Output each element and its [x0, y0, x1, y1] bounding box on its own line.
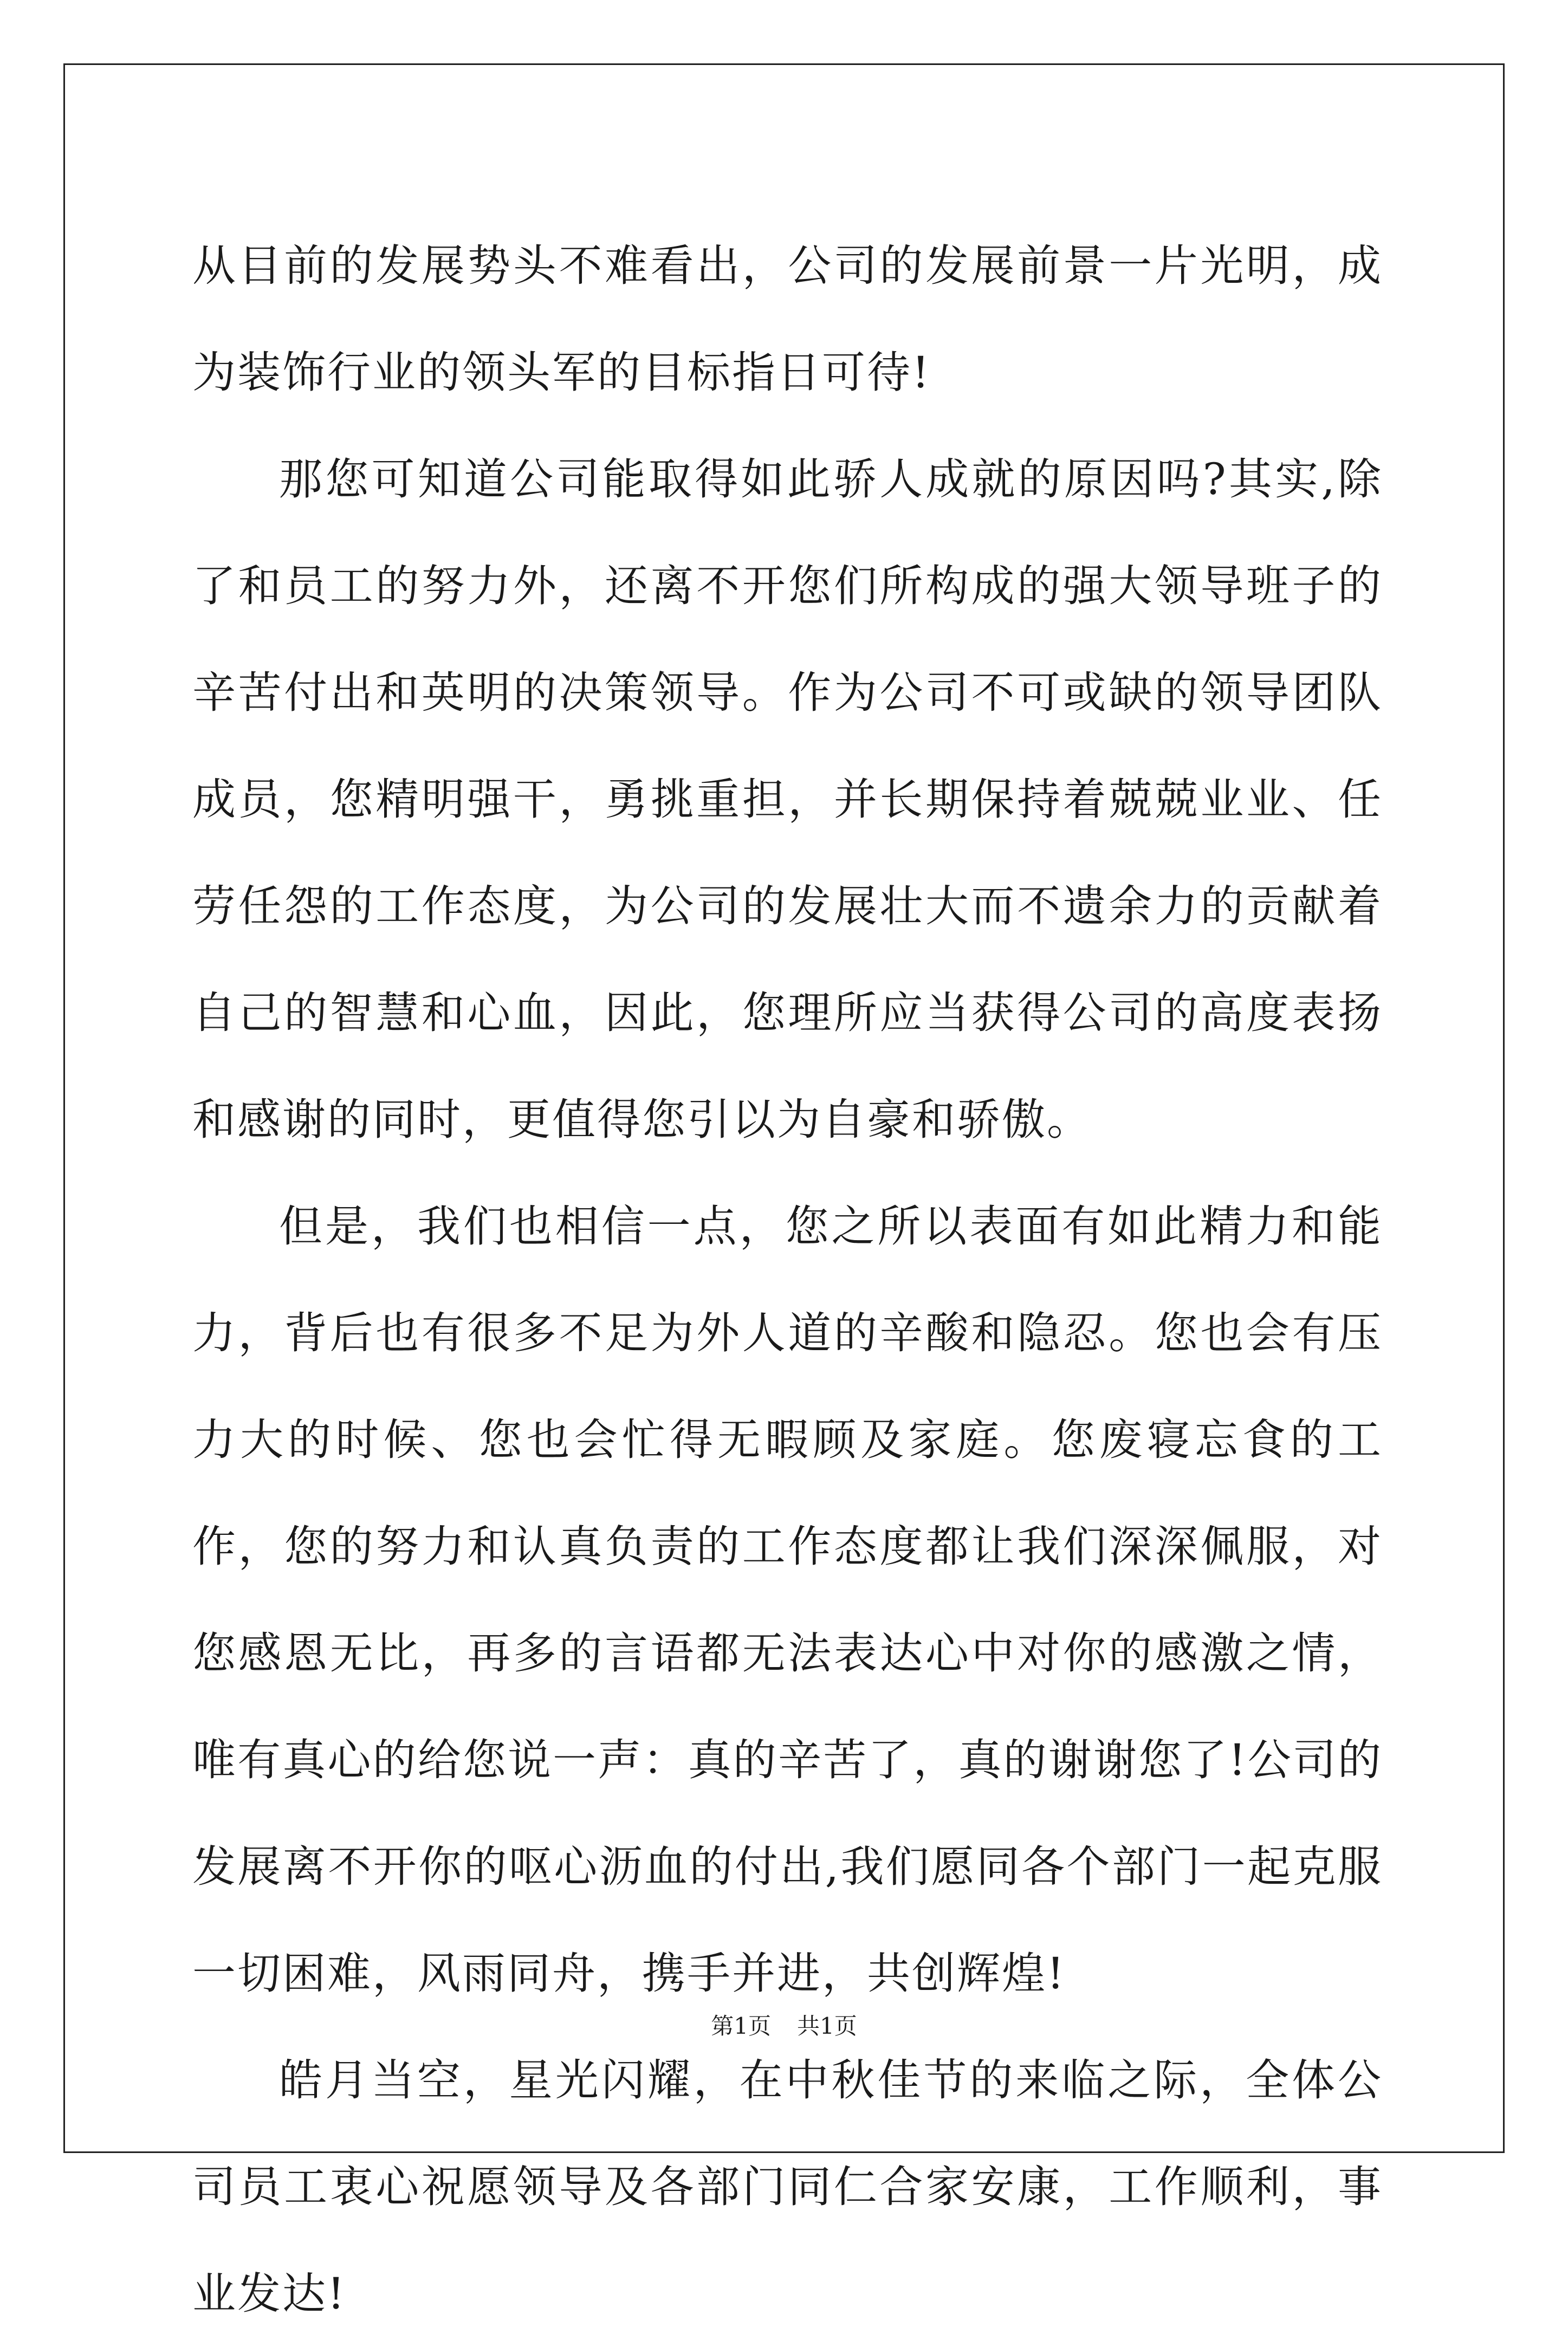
paragraph-4: 皓月当空，星光闪耀，在中秋佳节的来临之际，全体公司员工衷心祝愿领导及各部门同仁合家安康，工作顺利，事业发达!	[192, 2055, 1383, 2319]
paragraph-3: 但是，我们也相信一点，您之所以表面有如此精力和能力，背后也有很多不足为外人道的辛酸和隐忍。您也会有压力大的时候、您也会忙得无暇顾及家庭。您废寝忘食的工作，您的努力和认真负责的工作态度都让我们深深佩服，对您感恩无比，再多的言语都无法表达心中对你的感激之情，唯有真心的给您说一声：真的辛苦了，真的谢谢您了!公司的发展离不开你的呕心沥血的付出,我们愿同各个部门一起克服一切困难，风雨同舟，携手并进，共创辉煌!	[192, 1201, 1383, 1999]
page-footer	[0, 2010, 1568, 2043]
page-total: 共1页	[797, 2013, 857, 2039]
page-number: 第1页	[711, 2013, 771, 2039]
paragraph-2: 那您可知道公司能取得如此骄人成就的原因吗?其实,除了和员工的努力外，还离不开您们所构成的强大领导班子的辛苦付出和英明的决策领导。作为公司不可或缺的领导团队成员，您精明强干，勇挑重担，并长期保持着兢兢业业、任劳任怨的工作态度，为公司的发展壮大而不遗余力的贡献着自己的智慧和心血，因此，您理所应当获得公司的高度表扬和感谢的同时，更值得您引以为自豪和骄傲。	[192, 454, 1383, 1145]
paragraph-1: 从目前的发展势头不难看出，公司的发展前景一片光明，成为装饰行业的领头军的目标指日可待!	[192, 241, 1383, 398]
